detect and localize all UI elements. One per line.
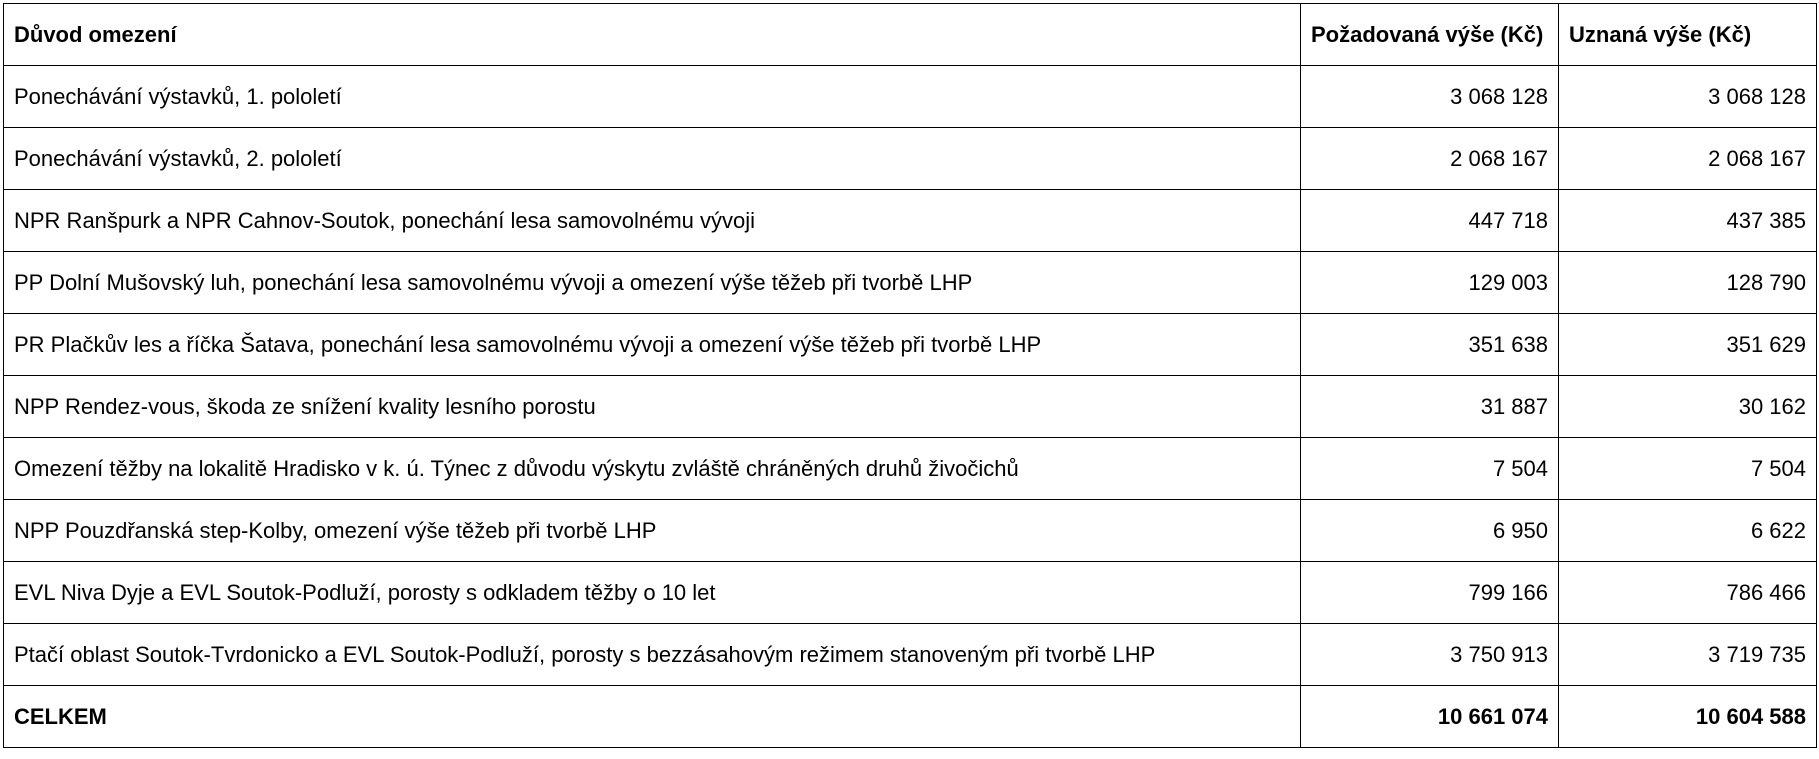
cell-approved: 3 719 735 (1559, 624, 1817, 686)
cell-approved: 3 068 128 (1559, 66, 1817, 128)
cell-requested: 31 887 (1301, 376, 1559, 438)
cell-requested: 351 638 (1301, 314, 1559, 376)
cell-reason: NPR Ranšpurk a NPR Cahnov-Soutok, ponechání lesa samovolnému vývoji (4, 190, 1301, 252)
table-row (4, 376, 1817, 438)
cell-reason: PP Dolní Mušovský luh, ponechání lesa samovolnému vývoji a omezení výše těžeb při tvorbě LHP (4, 252, 1301, 314)
cell-reason: Ponechávání výstavků, 2. pololetí (4, 128, 1301, 190)
table-row (4, 314, 1817, 376)
cell-reason: EVL Niva Dyje a EVL Soutok-Podluží, porosty s odkladem těžby o 10 let (4, 562, 1301, 624)
total-label: CELKEM (4, 686, 1301, 748)
cell-approved: 2 068 167 (1559, 128, 1817, 190)
cell-requested: 7 504 (1301, 438, 1559, 500)
cell-approved: 351 629 (1559, 314, 1817, 376)
cell-reason: Ponechávání výstavků, 1. pololetí (4, 66, 1301, 128)
table-row (4, 128, 1817, 190)
cell-reason: NPP Pouzdřanská step-Kolby, omezení výše těžeb při tvorbě LHP (4, 500, 1301, 562)
cell-requested: 6 950 (1301, 500, 1559, 562)
cell-approved: 437 385 (1559, 190, 1817, 252)
cell-reason: Ptačí oblast Soutok-Tvrdonicko a EVL Soutok-Podluží, porosty s bezzásahovým režimem stanoveným při tvorbě LHP (4, 624, 1301, 686)
table-row (4, 66, 1817, 128)
cell-requested: 129 003 (1301, 252, 1559, 314)
cell-approved: 786 466 (1559, 562, 1817, 624)
table-row (4, 252, 1817, 314)
cell-requested: 3 750 913 (1301, 624, 1559, 686)
cell-requested: 799 166 (1301, 562, 1559, 624)
cell-requested: 447 718 (1301, 190, 1559, 252)
header-requested-amount: Požadovaná výše (Kč) (1301, 4, 1559, 66)
restriction-compensation-table (3, 3, 1817, 748)
header-approved-amount: Uznaná výše (Kč) (1559, 4, 1817, 66)
cell-reason: PR Plačkův les a říčka Šatava, ponechání lesa samovolnému vývoji a omezení výše těžeb při tvorbě LHP (4, 314, 1301, 376)
table-row (4, 500, 1817, 562)
header-reason: Důvod omezení (4, 4, 1301, 66)
table-row (4, 190, 1817, 252)
table-row (4, 624, 1817, 686)
cell-requested: 2 068 167 (1301, 128, 1559, 190)
total-approved: 10 604 588 (1559, 686, 1817, 748)
cell-approved: 7 504 (1559, 438, 1817, 500)
total-requested: 10 661 074 (1301, 686, 1559, 748)
table-row (4, 562, 1817, 624)
table-header-row (4, 4, 1817, 66)
cell-approved: 128 790 (1559, 252, 1817, 314)
table-total-row (4, 686, 1817, 748)
cell-reason: NPP Rendez-vous, škoda ze snížení kvality lesního porostu (4, 376, 1301, 438)
table-row (4, 438, 1817, 500)
cell-approved: 6 622 (1559, 500, 1817, 562)
cell-requested: 3 068 128 (1301, 66, 1559, 128)
cell-approved: 30 162 (1559, 376, 1817, 438)
cell-reason: Omezení těžby na lokalitě Hradisko v k. ú. Týnec z důvodu výskytu zvláště chráněných druhů živočichů (4, 438, 1301, 500)
